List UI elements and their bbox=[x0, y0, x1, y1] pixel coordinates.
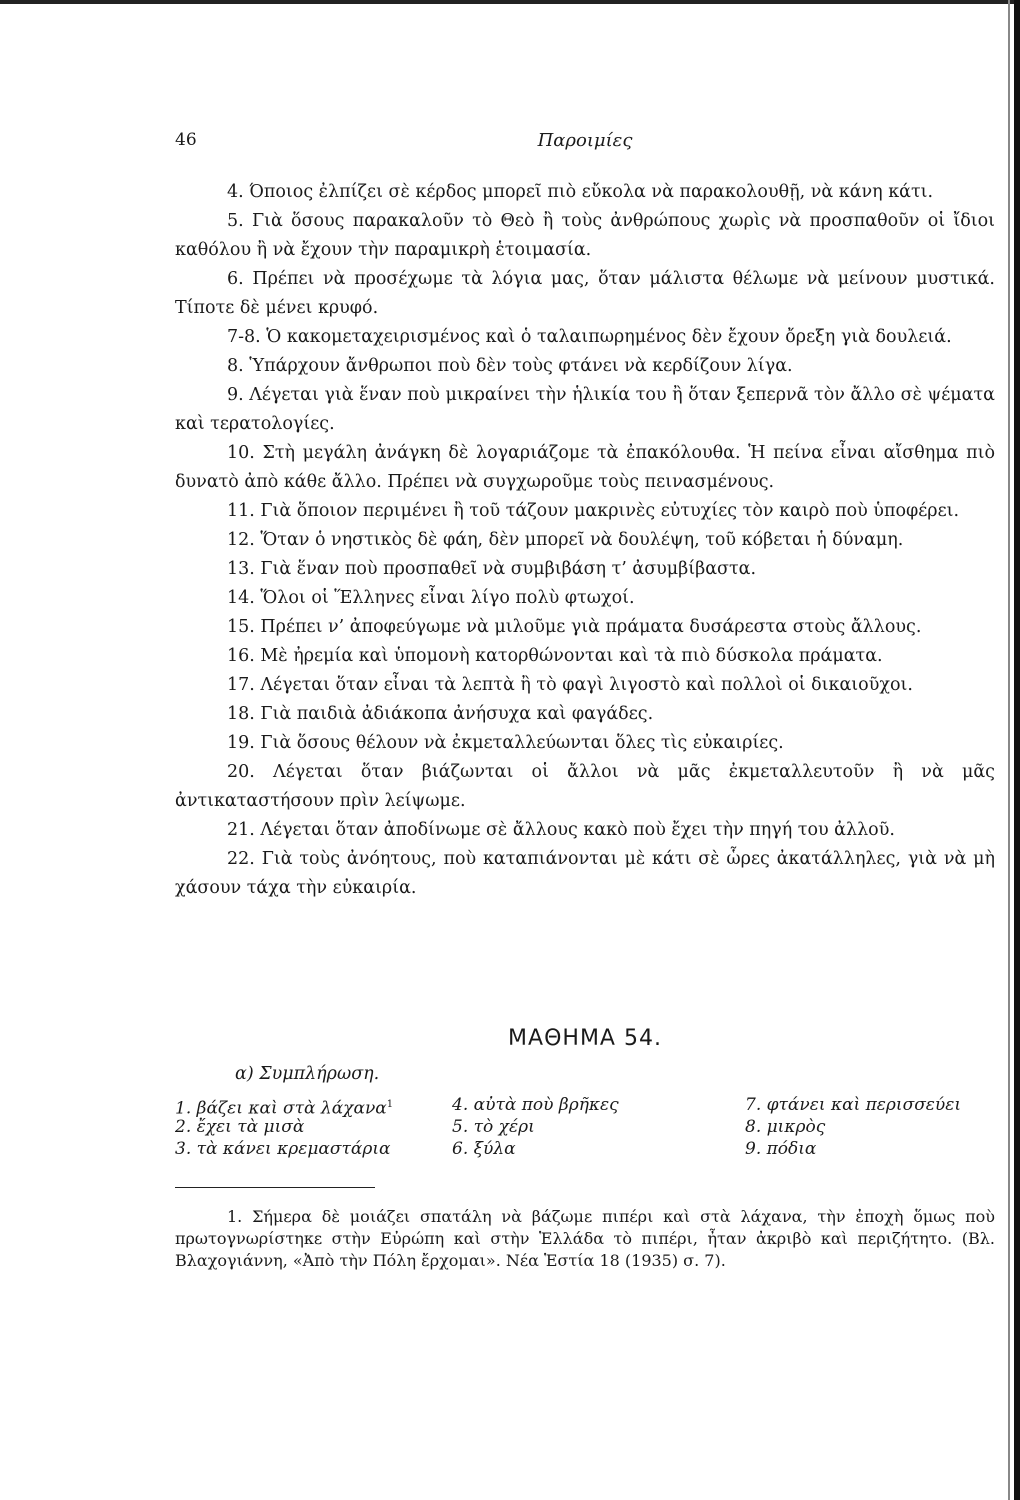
scan-binding-line bbox=[1008, 0, 1010, 1500]
paragraph: 5. Γιὰ ὅσους παρακαλοῦν τὸ Θεὸ ἢ τοὺς ἀνθρώπους χωρὶς νὰ προσπαθοῦν οἱ ἴδιοι καθόλου ἢ νὰ ἔχουν τὴν παραμικρὴ ἑτοιμασία. bbox=[175, 211, 995, 260]
paragraph: 22. Γιὰ τοὺς ἀνόητους, ποὺ καταπιάνονται μὲ κάτι σὲ ὧρες ἀκατάλληλες, γιὰ νὰ μὴ χάσουν τάχα τὴν εὐκαιρία. bbox=[175, 849, 995, 898]
paragraph: 20. Λέγεται ὅταν βιάζωνται οἱ ἄλλοι νὰ μᾶς ἐκμεταλλευτοῦν ἢ νὰ μᾶς ἀντικαταστήσουν πρὶν λείψωμε. bbox=[175, 762, 995, 811]
paragraph: 13. Γιὰ ἕναν ποὺ προσπαθεῖ νὰ συμβιβάση τ’ ἀσυμβίβαστα. bbox=[227, 559, 757, 579]
scan-binding-edge bbox=[1014, 0, 1020, 1500]
exercise-column bbox=[175, 1094, 393, 1160]
exercise-column bbox=[452, 1094, 619, 1160]
exercise-item-text: 1. βάζει καὶ στὰ λάχανα bbox=[175, 1098, 387, 1119]
paragraph: 14. Ὅλοι οἱ Ἕλληνες εἶναι λίγο πολὺ φτωχοί. bbox=[227, 588, 635, 608]
paragraph: 11. Γιὰ ὅποιον περιμένει ἢ τοῦ τάζουν μακρινὲς εὐτυχίες τὸν καιρὸ ποὺ ὑποφέρει. bbox=[227, 501, 960, 521]
paragraph: 4. Όποιος ἐλπίζει σὲ κέρδος μπορεῖ πιὸ εὔκολα νὰ παρακολουθῇ, νὰ κάνη κάτι. bbox=[227, 182, 934, 202]
exercise-item: 2. ἔχει τὰ μισὰ bbox=[175, 1117, 305, 1137]
paragraph: 8. Ὑπάρχουν ἄνθρωποι ποὺ δὲν τοὺς φτάνει νὰ κερδίζουν λίγα. bbox=[227, 356, 793, 376]
paragraph: 17. Λέγεται ὅταν εἶναι τὰ λεπτὰ ἢ τὸ φαγὶ λιγοστὸ καὶ πολλοὶ οἱ δικαιοῦχοι. bbox=[227, 675, 913, 695]
exercise-item bbox=[175, 1094, 394, 1119]
paragraph: 15. Πρέπει ν’ ἀποφεύγωμε νὰ μιλοῦμε γιὰ πράματα δυσάρεστα στοὺς ἄλλους. bbox=[227, 617, 922, 637]
paragraph: 7-8. Ὁ κακομεταχειρισμένος καὶ ὁ ταλαιπωρημένος δὲν ἔχουν ὄρεξη γιὰ δουλειά. bbox=[227, 327, 952, 347]
paragraph: 21. Λέγεται ὅταν ἀποδίνωμε σὲ ἄλλους κακὸ ποὺ ἔχει τὴν πηγή του ἀλλοῦ. bbox=[227, 820, 895, 840]
paragraph: 9. Λέγεται γιὰ ἕναν ποὺ μικραίνει τὴν ἡλικία του ἢ ὅταν ξεπερνᾶ τὸν ἄλλο σὲ ψέματα καὶ τερατολογίες. bbox=[175, 385, 995, 434]
footnote-marker: 1 bbox=[386, 1099, 394, 1110]
lesson-title: ΜΑΘΗΜΑ 54. bbox=[508, 1026, 662, 1051]
exercise-item: 6. ξύλα bbox=[452, 1139, 516, 1159]
paragraph: 10. Στὴ μεγάλη ἀνάγκη δὲ λογαριάζομε τὰ ἐπακόλουθα. Ἡ πείνα εἶναι αἴσθημα πιὸ δυνατὸ ἀπὸ κάθε ἄλλο. Πρέπει νὰ συγχωροῦμε τοὺς πεινασμένους. bbox=[175, 443, 995, 492]
footnote-divider bbox=[175, 1187, 375, 1188]
exercise-item: 4. αὐτὰ ποὺ βρῆκες bbox=[452, 1095, 619, 1115]
exercise-column bbox=[745, 1094, 961, 1160]
running-title: Παροιμίες bbox=[537, 130, 633, 151]
page-number: 46 bbox=[175, 130, 197, 150]
exercise-item: 9. πόδια bbox=[745, 1139, 817, 1159]
page-header bbox=[175, 130, 995, 154]
paragraph: 19. Γιὰ ὅσους θέλουν νὰ ἐκμεταλλεύωνται ὅλες τὶς εὐκαιρίες. bbox=[227, 733, 784, 753]
paragraph: 12. Ὅταν ὁ νηστικὸς δὲ φάη, δὲν μπορεῖ νὰ δουλέψη, τοῦ κόβεται ἡ δύναμη. bbox=[227, 530, 904, 550]
top-edge-rule bbox=[0, 0, 1020, 4]
exercise-item: 5. τὸ χέρι bbox=[452, 1117, 535, 1137]
exercise-item: 7. φτάνει καὶ περισσεύει bbox=[745, 1095, 962, 1115]
exercise-item: 8. μικρὸς bbox=[745, 1117, 826, 1137]
exercise-title: α) Συμπλήρωση. bbox=[235, 1064, 380, 1084]
proverb-explanations bbox=[175, 178, 995, 903]
footnote: 1. Σήμερα δὲ μοιάζει σπατάλη νὰ βάζωμε πιπέρι καὶ στὰ λάχανα, τὴν ἐποχὴ ὅμως ποὺ πρωτογνωρίστηκε στὴν Εὐρώπη καὶ στὴν Ἑλλάδα τὸ πιπέρι, ἦταν ἀκριβὸ καὶ περιζήτητο. (Βλ. Βλαχογιάννη, «Ἀπὸ τὴν Πόλη ἔρχομαι». Νέα Ἑστία 18 (1935) σ. 7). bbox=[175, 1207, 995, 1270]
paragraph: 16. Μὲ ἠρεμία καὶ ὑπομονὴ κατορθώνονται καὶ τὰ πιὸ δύσκολα πράματα. bbox=[227, 646, 883, 666]
paragraph: 6. Πρέπει νὰ προσέχωμε τὰ λόγια μας, ὅταν μάλιστα θέλωμε νὰ μείνουν μυστικά. Τίποτε δὲ μένει κρυφό. bbox=[175, 269, 995, 318]
paragraph: 18. Γιὰ παιδιὰ ἀδιάκοπα ἀνήσυχα καὶ φαγάδες. bbox=[227, 704, 654, 724]
exercise-item: 3. τὰ κάνει κρεμαστάρια bbox=[175, 1139, 391, 1159]
